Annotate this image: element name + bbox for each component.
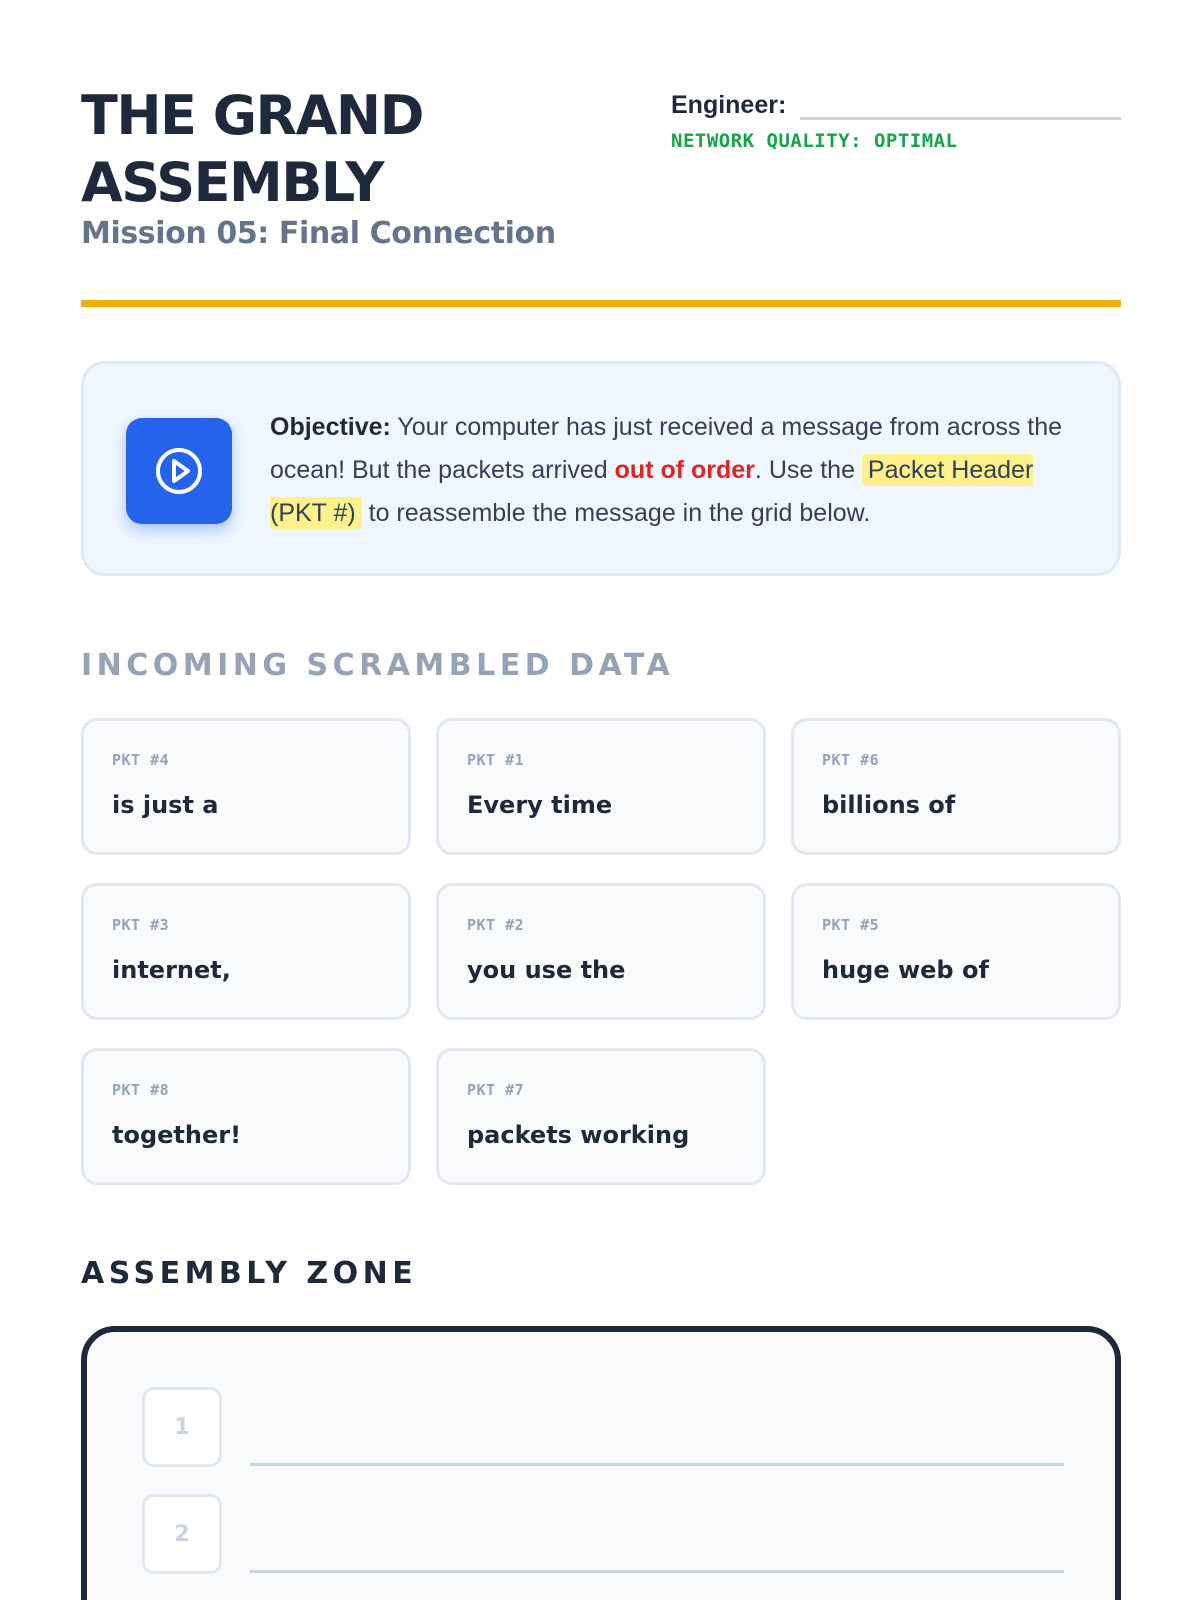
packet-card[interactable] <box>791 883 1121 1020</box>
scrambled-heading: INCOMING SCRAMBLED DATA <box>81 648 675 683</box>
engineer-row <box>671 84 1121 120</box>
objective-packet-header-highlight: Packet Header (PKT #) <box>270 456 1034 527</box>
network-status: NETWORK QUALITY: OPTIMAL <box>671 130 958 152</box>
title-line-2: ASSEMBLY <box>81 151 384 214</box>
slot-number: 1 <box>142 1387 222 1467</box>
packet-text: Every time <box>467 791 613 819</box>
packet-text: internet, <box>112 956 231 984</box>
title-line-1: THE GRAND <box>81 84 423 147</box>
packet-label: PKT #7 <box>467 1081 525 1099</box>
packet-text: packets working <box>467 1121 690 1149</box>
packet-label: PKT #6 <box>822 751 880 769</box>
play-circle-icon <box>126 418 232 524</box>
assembly-heading: ASSEMBLY ZONE <box>81 1256 418 1291</box>
worksheet-page <box>81 0 1121 1547</box>
objective-text-part3: to reassemble the message in the grid below. <box>361 499 871 527</box>
slot-number: 2 <box>142 1494 222 1574</box>
header-divider <box>81 300 1121 307</box>
packet-text: huge web of <box>822 956 989 984</box>
packet-text: is just a <box>112 791 219 819</box>
mission-subtitle: Mission 05: Final Connection <box>81 216 556 251</box>
engineer-block <box>671 84 1121 152</box>
packet-label: PKT #2 <box>467 916 525 934</box>
header <box>81 0 1121 306</box>
slot-answer-line[interactable] <box>250 1570 1064 1573</box>
packet-text: billions of <box>822 791 956 819</box>
packet-card[interactable] <box>791 718 1121 855</box>
packet-text: you use the <box>467 956 626 984</box>
objective-box <box>81 361 1121 576</box>
objective-lead: Objective: <box>270 413 391 441</box>
packet-card[interactable] <box>436 718 766 855</box>
packet-label: PKT #8 <box>112 1081 170 1099</box>
packet-card[interactable] <box>436 1048 766 1185</box>
assembly-zone <box>81 1326 1121 1600</box>
packet-card[interactable] <box>81 718 411 855</box>
packet-card[interactable] <box>81 1048 411 1185</box>
packet-label: PKT #3 <box>112 916 170 934</box>
objective-out-of-order: out of order <box>614 456 755 484</box>
engineer-label: Engineer: <box>671 91 787 119</box>
slot-answer-line[interactable] <box>250 1463 1064 1466</box>
packet-text: together! <box>112 1121 242 1149</box>
engineer-name-field[interactable] <box>800 88 1121 120</box>
packet-card[interactable] <box>436 883 766 1020</box>
packet-label: PKT #1 <box>467 751 525 769</box>
packet-label: PKT #5 <box>822 916 880 934</box>
assembly-slot <box>142 1387 1122 1467</box>
objective-text-part1: Your computer has just received a message from across the ocean! But the packets arrived <box>270 413 1063 484</box>
objective-text-part2: . Use the <box>754 456 862 484</box>
packet-label: PKT #4 <box>112 751 170 769</box>
assembly-slot <box>142 1494 1122 1574</box>
objective-text <box>270 406 1080 535</box>
page-title <box>81 82 641 216</box>
packet-card[interactable] <box>81 883 411 1020</box>
